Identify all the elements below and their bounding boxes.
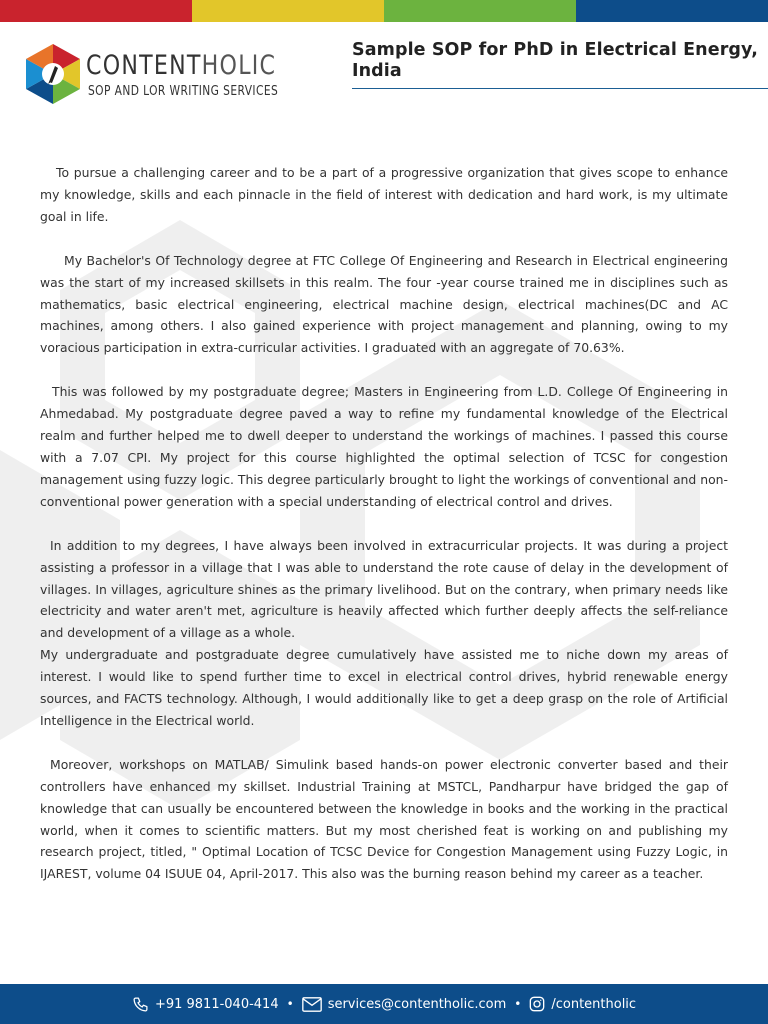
paragraph-2: My Bachelor's Of Technology degree at FTC College Of Engineering and Research in Electrical engineering was the start of my increased skillsets in this realm. The four -year course trained me in disciplines such as mathematics, basic electrical engineering, electrical machine design, electrical machines(DC and AC machines, among others. I also gained experience with project management and planning, owing to my voracious participation in extra-curricular activities. I graduated with an aggregate of 70.63%. [40, 252, 728, 356]
paragraph-3: This was followed by my postgraduate degree; Masters in Engineering from L.D. College Of Engineering in Ahmedabad. My postgraduate degree paved a way to refine my fundamental knowledge of the Electrical realm and further helped me to dwell deeper to understand the workings of machines. I passed this course with a 7.07 CPI. My project for this course highlighted the optimal selection of TCSC for congestion management using fuzzy logic. This degree particularly brought to light the workings of conventional and non-conventional power generation with a special understanding of electrical control and drives. [40, 384, 728, 509]
brand-tagline: SOP AND LOR WRITING SERVICES [88, 84, 279, 99]
footer-social[interactable] [529, 996, 636, 1012]
title-block [352, 40, 768, 89]
paragraph-5: My undergraduate and postgraduate degree cumulatively have assisted me to niche down my areas of interest. I would like to spend further time to excel in electrical control drives, hybrid renewable energy sources, and FACTS technology. Although, I would additionally like to get a deep grasp on the role of Artificial Intelligence in the Electrical world. [40, 647, 728, 728]
mail-icon [302, 997, 322, 1012]
color-bar-red [0, 0, 192, 22]
footer-email[interactable] [302, 997, 507, 1012]
instagram-icon [529, 996, 545, 1012]
sop-body [40, 162, 728, 885]
color-bar-yellow [192, 0, 384, 22]
paragraph-6: Moreover, workshops on MATLAB/ Simulink based hands-on power electronic converter based and their controllers have enhanced my skillset. Industrial Training at MSTCL, Pandharpur have bridged the gap of knowledge that can usually be encountered between the knowledge in books and the working in the practical world, when it comes to scientific matters. But my most cherished feat is working on and publishing my research project, titled, " Optimal Location of TCSC Device for Congestion Management using Fuzzy Logic, in IJAREST, volume 04 ISUUE 04, April-2017. This also was the burning reason behind my career as a teacher. [40, 756, 728, 882]
footer-separator: • [286, 997, 294, 1011]
footer-social-text: /contentholic [551, 996, 637, 1012]
brand-name-bold: CONTENT [86, 50, 202, 81]
footer-phone[interactable] [132, 996, 279, 1013]
page-title: Sample SOP for PhD in Electrical Energy, India [352, 40, 758, 81]
footer-email-text: services@contentholic.com [327, 996, 507, 1012]
brand-name-thin: HOLIC [201, 50, 277, 81]
color-bar-green [384, 0, 576, 22]
logo-hexagon-icon [26, 44, 80, 104]
paragraph-4: In addition to my degrees, I have always been involved in extracurricular projects. It was during a project assisting a professor in a village that I was able to understand the rote cause of delay in the development of villages. In villages, agriculture shines as the primary livelihood. But on the contrary, when primary needs like electricity and water aren't met, agriculture is heavily affected which further deeply affects the self-reliance and development of a village as a whole. [40, 537, 728, 641]
brand-logo [26, 44, 286, 106]
color-bar-blue [576, 0, 768, 22]
phone-icon [132, 996, 149, 1013]
top-color-bar [0, 0, 768, 22]
contact-footer [0, 984, 768, 1024]
paragraph-1: To pursue a challenging career and to be a part of a progressive organization that gives scope to enhance my knowledge, skills and each pinnacle in the field of interest with dedication and hard work, is my ultimate goal in life. [40, 165, 728, 224]
footer-phone-text: +91 9811-040-414 [154, 996, 279, 1012]
brand-name [86, 50, 276, 81]
page-header [0, 22, 768, 122]
footer-separator: • [514, 997, 522, 1011]
